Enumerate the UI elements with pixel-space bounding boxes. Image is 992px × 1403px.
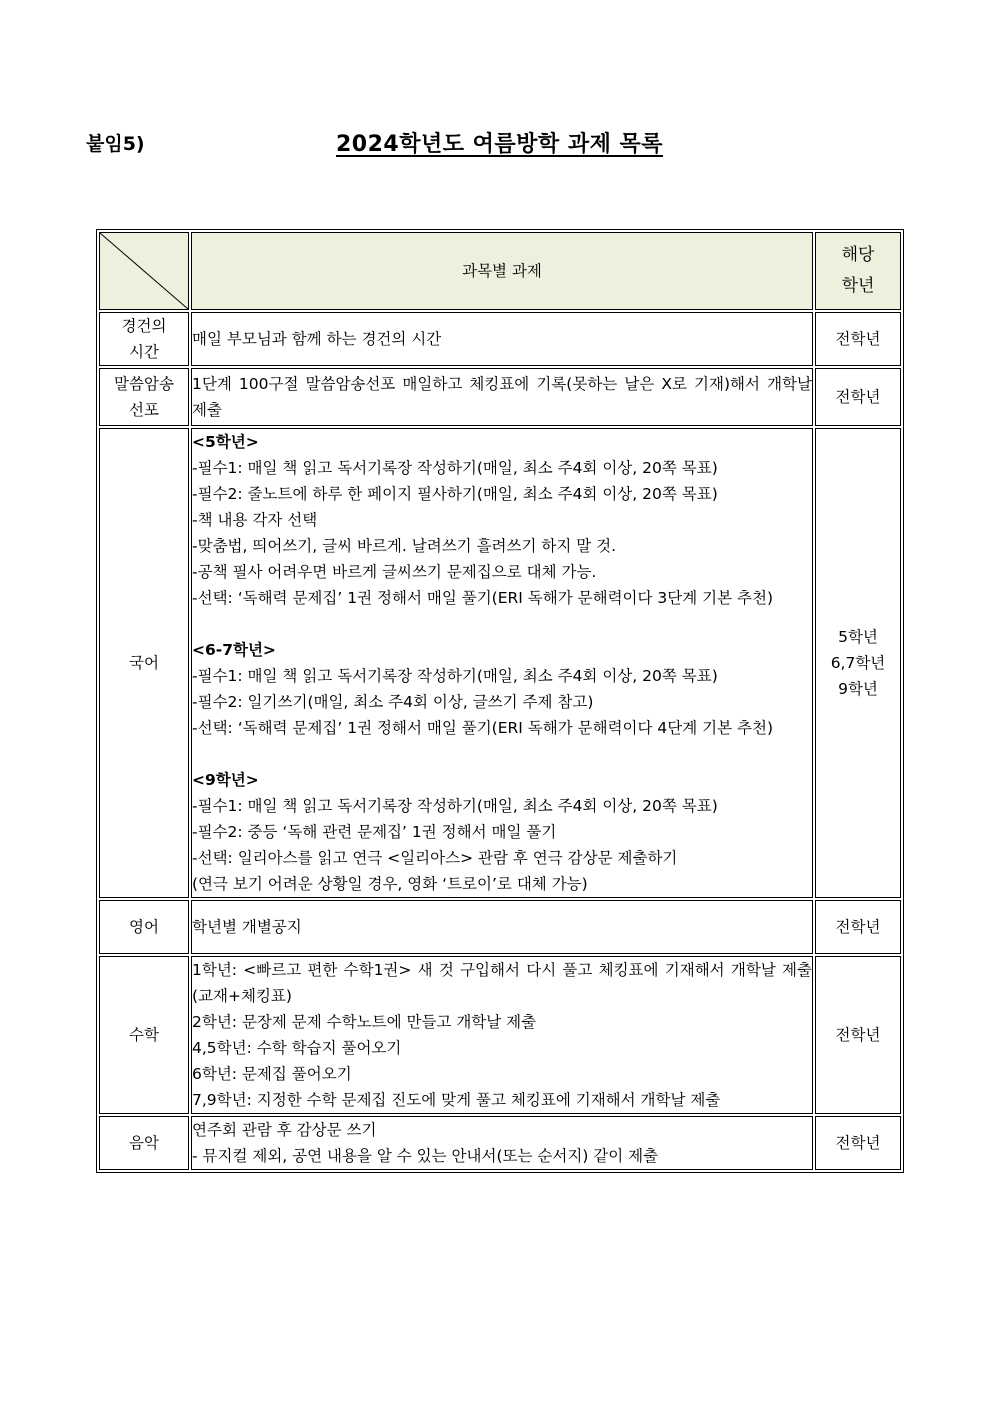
task-cell	[191, 956, 813, 1114]
task-cell	[191, 1116, 813, 1170]
task-cell: 학년별 개별공지	[191, 900, 813, 954]
subject-cell: 음악	[99, 1116, 189, 1170]
section-heading: <9학년>	[192, 771, 259, 789]
grade-line: 6,7학년	[830, 654, 886, 672]
page-title: 2024학년도 여름방학 과제 목록	[336, 132, 663, 157]
task-line: -맞춤법, 띄어쓰기, 글씨 바르게. 날려쓰기 흘려쓰기 하지 말 것.	[192, 537, 617, 555]
table-row	[99, 900, 901, 954]
table-row	[99, 1116, 901, 1170]
section-heading: <6-7학년>	[192, 641, 276, 659]
grade-cell: 전학년	[815, 956, 901, 1114]
grade-cell: 전학년	[815, 368, 901, 426]
task-column-header: 과목별 과제	[191, 232, 813, 310]
blank-line	[192, 611, 812, 637]
blank-line	[192, 741, 812, 767]
grade-cell: 전학년	[815, 900, 901, 954]
section-heading: <5학년>	[192, 433, 259, 451]
subject-line: 말씀암송	[114, 375, 174, 393]
table-row	[99, 956, 901, 1114]
task-cell: 1단계 100구절 말씀암송선포 매일하고 체킹표에 기록(못하는 날은 X로 기재)해서 개학날 제출	[191, 368, 813, 426]
grade-column-header	[815, 232, 901, 310]
task-cell	[191, 428, 813, 898]
task-cell: 매일 부모님과 함께 하는 경건의 시간	[191, 312, 813, 366]
assignment-table	[96, 229, 904, 1173]
task-line: 7,9학년: 지정한 수학 문제집 진도에 맞게 풀고 체킹표에 기재해서 개학날 제출	[192, 1091, 721, 1109]
table-row	[99, 312, 901, 366]
grade-header-line: 학년	[841, 276, 875, 296]
task-line: -필수2: 줄노트에 하루 한 페이지 필사하기(매일, 최소 주4회 이상, 20쪽 목표)	[192, 485, 718, 503]
subject-cell	[99, 312, 189, 366]
diagonal-line	[100, 233, 188, 309]
task-line: 4,5학년: 수학 학습지 풀어오기	[192, 1039, 402, 1057]
task-line: -필수1: 매일 책 읽고 독서기록장 작성하기(매일, 최소 주4회 이상, 20쪽 목표)	[192, 667, 718, 685]
task-line: -선택: ‘독해력 문제집’ 1권 정해서 매일 풀기(ERI 독해가 문해력이다 4단계 기본 추천)	[192, 719, 774, 737]
task-line: -책 내용 각자 선택	[192, 511, 318, 529]
task-line: (연극 보기 어려운 상황일 경우, 영화 ‘트로이’로 대체 가능)	[192, 875, 588, 893]
task-line: -선택: 일리아스를 읽고 연극 <일리아스> 관람 후 연극 감상문 제출하기	[192, 849, 678, 867]
subject-line: 선포	[129, 401, 159, 419]
task-line: 연주회 관람 후 감상문 쓰기	[192, 1121, 377, 1139]
grade-line: 5학년	[838, 628, 878, 646]
task-line: -필수2: 중등 ‘독해 관련 문제집’ 1권 정해서 매일 풀기	[192, 823, 557, 841]
diagonal-header-cell	[99, 232, 189, 310]
task-line: -공책 필사 어려우면 바르게 글씨쓰기 문제집으로 대체 가능.	[192, 563, 597, 581]
task-line: -선택: ‘독해력 문제집’ 1권 정해서 매일 풀기(ERI 독해가 문해력이다 3단계 기본 추천)	[192, 589, 774, 607]
task-line: 1학년: <빠르고 편한 수학1권> 새 것 구입해서 다시 풀고 체킹표에 기재해서 개학날 제출(교재+체킹표)	[192, 961, 812, 1005]
subject-line: 경건의	[121, 317, 167, 335]
table-row	[99, 428, 901, 898]
grade-line: 9학년	[838, 680, 878, 698]
task-line: - 뮤지컬 제외, 공연 내용을 알 수 있는 안내서(또는 순서지) 같이 제출	[192, 1147, 659, 1165]
table-row	[99, 368, 901, 426]
subject-cell: 영어	[99, 900, 189, 954]
task-line: -필수1: 매일 책 읽고 독서기록장 작성하기(매일, 최소 주4회 이상, 20쪽 목표)	[192, 797, 718, 815]
subject-cell: 국어	[99, 428, 189, 898]
grade-cell: 전학년	[815, 1116, 901, 1170]
grade-cell: 전학년	[815, 312, 901, 366]
task-line: -필수2: 일기쓰기(매일, 최소 주4회 이상, 글쓰기 주제 참고)	[192, 693, 594, 711]
task-line: -필수1: 매일 책 읽고 독서기록장 작성하기(매일, 최소 주4회 이상, 20쪽 목표)	[192, 459, 718, 477]
subject-cell: 수학	[99, 956, 189, 1114]
subject-cell	[99, 368, 189, 426]
attachment-label: 붙임5)	[86, 133, 145, 155]
table-header-row	[99, 232, 901, 310]
grade-cell	[815, 428, 901, 898]
subject-line: 시간	[129, 343, 159, 361]
grade-header-line: 해당	[841, 245, 875, 265]
task-line: 2학년: 문장제 문제 수학노트에 만들고 개학날 제출	[192, 1013, 537, 1031]
task-line: 6학년: 문제집 풀어오기	[192, 1065, 352, 1083]
